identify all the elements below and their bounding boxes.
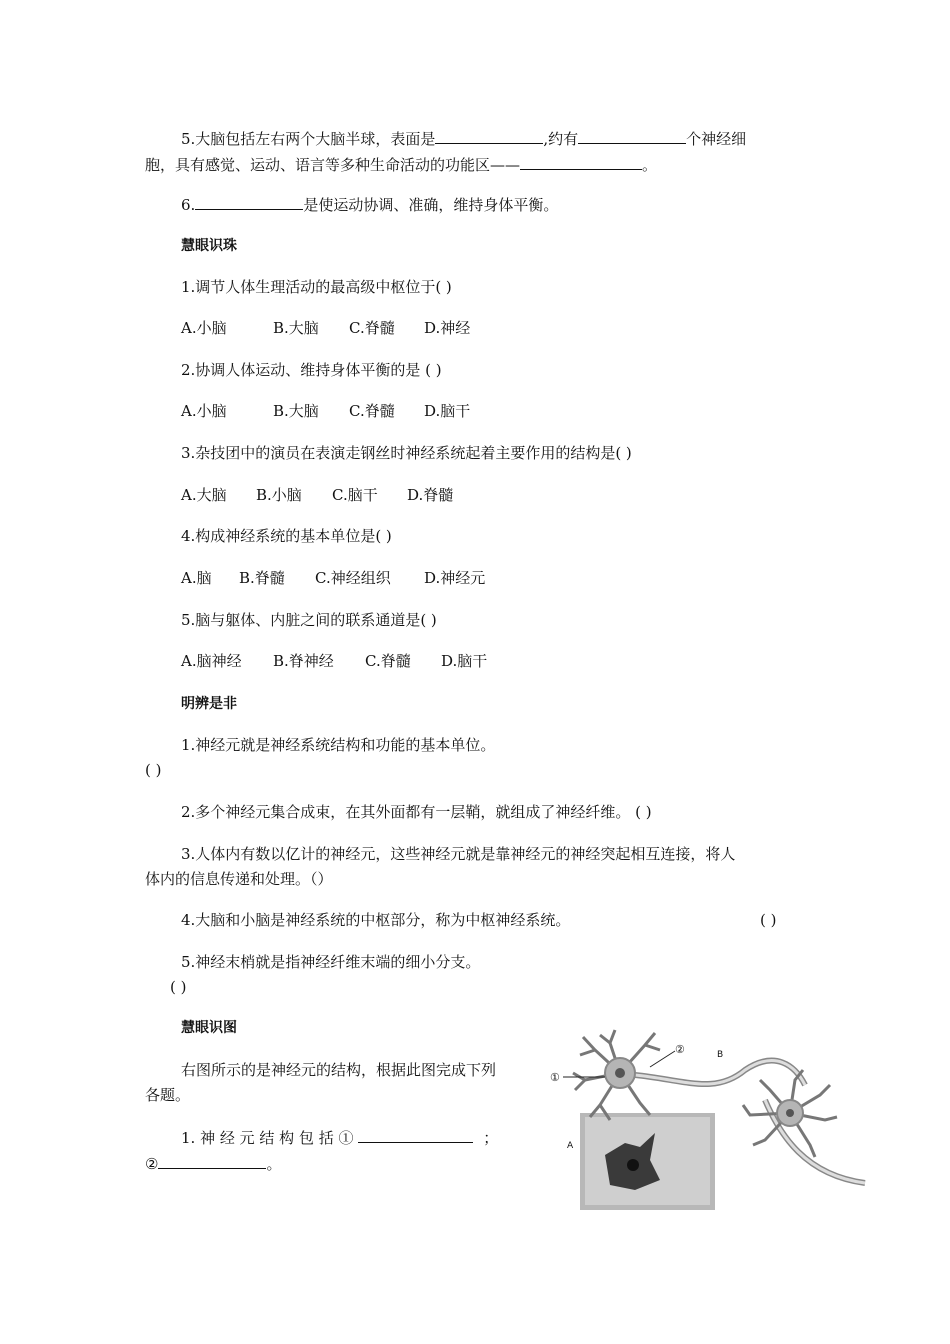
choice-q1-opt-b[interactable]: B.大脑 bbox=[273, 319, 319, 337]
nucleus-left bbox=[615, 1068, 625, 1078]
choice-q3-opt-b[interactable]: B.小脑 bbox=[256, 486, 302, 504]
tf-q5-bracket[interactable]: ( ) bbox=[170, 978, 187, 996]
choice-q5-opt-c[interactable]: C.脊髓 bbox=[365, 652, 411, 670]
fig-q1-label2: ② bbox=[145, 1155, 159, 1173]
choice-q4-opt-b[interactable]: B.脊髓 bbox=[239, 569, 285, 587]
choice-q3-opt-a[interactable]: A.大脑 bbox=[181, 486, 227, 504]
choice-q4-opt-c[interactable]: C.神经组织 bbox=[315, 569, 391, 587]
choice-q1: 1.调节人体生理活动的最高级中枢位于( ) bbox=[181, 278, 452, 296]
choice-q1-options bbox=[181, 318, 470, 338]
choice-q4-options bbox=[181, 568, 485, 588]
label-2: ② bbox=[675, 1043, 685, 1056]
choice-q5-opt-d[interactable]: D.脑干 bbox=[441, 652, 488, 670]
fig-q1-text: 1. 神 经 元 结 构 包 括 ① bbox=[181, 1129, 354, 1147]
tf-q3-line2: 体内的信息传递和处理。（） bbox=[145, 870, 333, 888]
fill-q5-blank3[interactable] bbox=[520, 154, 642, 170]
leader-line-2 bbox=[650, 1051, 675, 1067]
choice-q3-opt-d[interactable]: D.脊髓 bbox=[407, 486, 454, 504]
tf-q4: 4.大脑和小脑是神经系统的中枢部分，称为中枢神经系统。 bbox=[181, 911, 571, 929]
micrograph-nucleus bbox=[627, 1159, 639, 1171]
fill-q5-blank1[interactable] bbox=[435, 128, 543, 144]
tf-q5: 5.神经末梢就是指神经纤维末端的细小分支。 bbox=[181, 953, 481, 971]
fig-q1-blank2[interactable] bbox=[158, 1153, 266, 1169]
fig-q1-line1 bbox=[181, 1127, 498, 1148]
section-title-tf: 明辨是非 bbox=[181, 696, 237, 712]
tf-q4-bracket[interactable]: ( ) bbox=[760, 911, 777, 929]
tf-q1: 1.神经元就是神经系统结构和功能的基本单位。 bbox=[181, 736, 496, 754]
choice-q2-opt-a[interactable]: A.小脑 bbox=[181, 402, 227, 420]
choice-q4: 4.构成神经系统的基本单位是( ) bbox=[181, 527, 392, 545]
choice-q5: 5.脑与躯体、内脏之间的联系通道是( ) bbox=[181, 611, 437, 629]
choice-q2: 2.协调人体运动、维持身体平衡的是 ( ) bbox=[181, 361, 442, 379]
choice-q2-options bbox=[181, 401, 470, 421]
label-1: ① bbox=[550, 1071, 560, 1084]
choice-q5-opt-a[interactable]: A.脑神经 bbox=[181, 652, 242, 670]
fill-q5-text3: 个神经细 bbox=[686, 130, 747, 148]
choice-q3-opt-c[interactable]: C.脑干 bbox=[332, 486, 378, 504]
tf-q2: 2.多个神经元集合成束，在其外面都有一层鞘，就组成了神经纤维。 ( ) bbox=[181, 803, 652, 821]
choice-q3: 3.杂技团中的演员在表演走钢丝时神经系统起着主要作用的结构是( ) bbox=[181, 444, 632, 462]
fill-q6-line bbox=[181, 194, 558, 215]
nucleus-right bbox=[786, 1109, 794, 1117]
choice-q1-opt-c[interactable]: C.脊髓 bbox=[349, 319, 395, 337]
fill-q6-blank[interactable] bbox=[195, 194, 303, 210]
fill-q5-line1 bbox=[181, 128, 746, 149]
choice-q4-opt-d[interactable]: D.神经元 bbox=[424, 569, 486, 587]
section-title-choice: 慧眼识珠 bbox=[181, 238, 237, 254]
label-B: B bbox=[717, 1050, 724, 1060]
fill-q5-text1: 5.大脑包括左右两个大脑半球，表面是 bbox=[181, 130, 436, 148]
fig-intro-line1: 右图所示的是神经元的结构，根据此图完成下列 bbox=[181, 1061, 497, 1079]
fill-q6-text: 是使运动协调、准确，维持身体平衡。 bbox=[303, 196, 559, 214]
choice-q5-opt-b[interactable]: B.脊神经 bbox=[273, 652, 334, 670]
fill-q6-num: 6. bbox=[181, 196, 196, 214]
neuron-diagram bbox=[550, 1025, 885, 1220]
fig-q1-line2 bbox=[145, 1153, 281, 1174]
fill-q5-text4: 胞，具有感觉、运动、语言等多种生命活动的功能区—— bbox=[145, 156, 521, 174]
fig-q1-blank1[interactable] bbox=[358, 1127, 473, 1143]
fill-q5-text5: 。 bbox=[642, 156, 658, 174]
choice-q2-opt-b[interactable]: B.大脑 bbox=[273, 402, 319, 420]
fig-intro-line2: 各题。 bbox=[145, 1086, 191, 1104]
fill-q5-blank2[interactable] bbox=[578, 128, 686, 144]
label-A: A bbox=[567, 1141, 574, 1151]
choice-q1-opt-a[interactable]: A.小脑 bbox=[181, 319, 227, 337]
tf-q1-bracket[interactable]: ( ) bbox=[145, 761, 162, 779]
fig-q1-end: 。 bbox=[266, 1155, 282, 1173]
fill-q5-line2 bbox=[145, 154, 657, 175]
tf-q3-line1: 3.人体内有数以亿计的神经元，这些神经元就是靠神经元的神经突起相互连接，将人 bbox=[181, 845, 736, 863]
choice-q2-opt-d[interactable]: D.脑干 bbox=[424, 402, 471, 420]
section-title-figure: 慧眼识图 bbox=[181, 1020, 237, 1036]
fig-q1-sep: ； bbox=[483, 1129, 499, 1147]
choice-q3-options bbox=[181, 485, 453, 505]
choice-q5-options bbox=[181, 651, 487, 671]
choice-q4-opt-a[interactable]: A.脑 bbox=[181, 569, 212, 587]
neuron-drawing bbox=[550, 1025, 885, 1220]
choice-q2-opt-c[interactable]: C.脊髓 bbox=[349, 402, 395, 420]
choice-q1-opt-d[interactable]: D.神经 bbox=[424, 319, 471, 337]
fill-q5-text2: ,约有 bbox=[543, 130, 579, 148]
